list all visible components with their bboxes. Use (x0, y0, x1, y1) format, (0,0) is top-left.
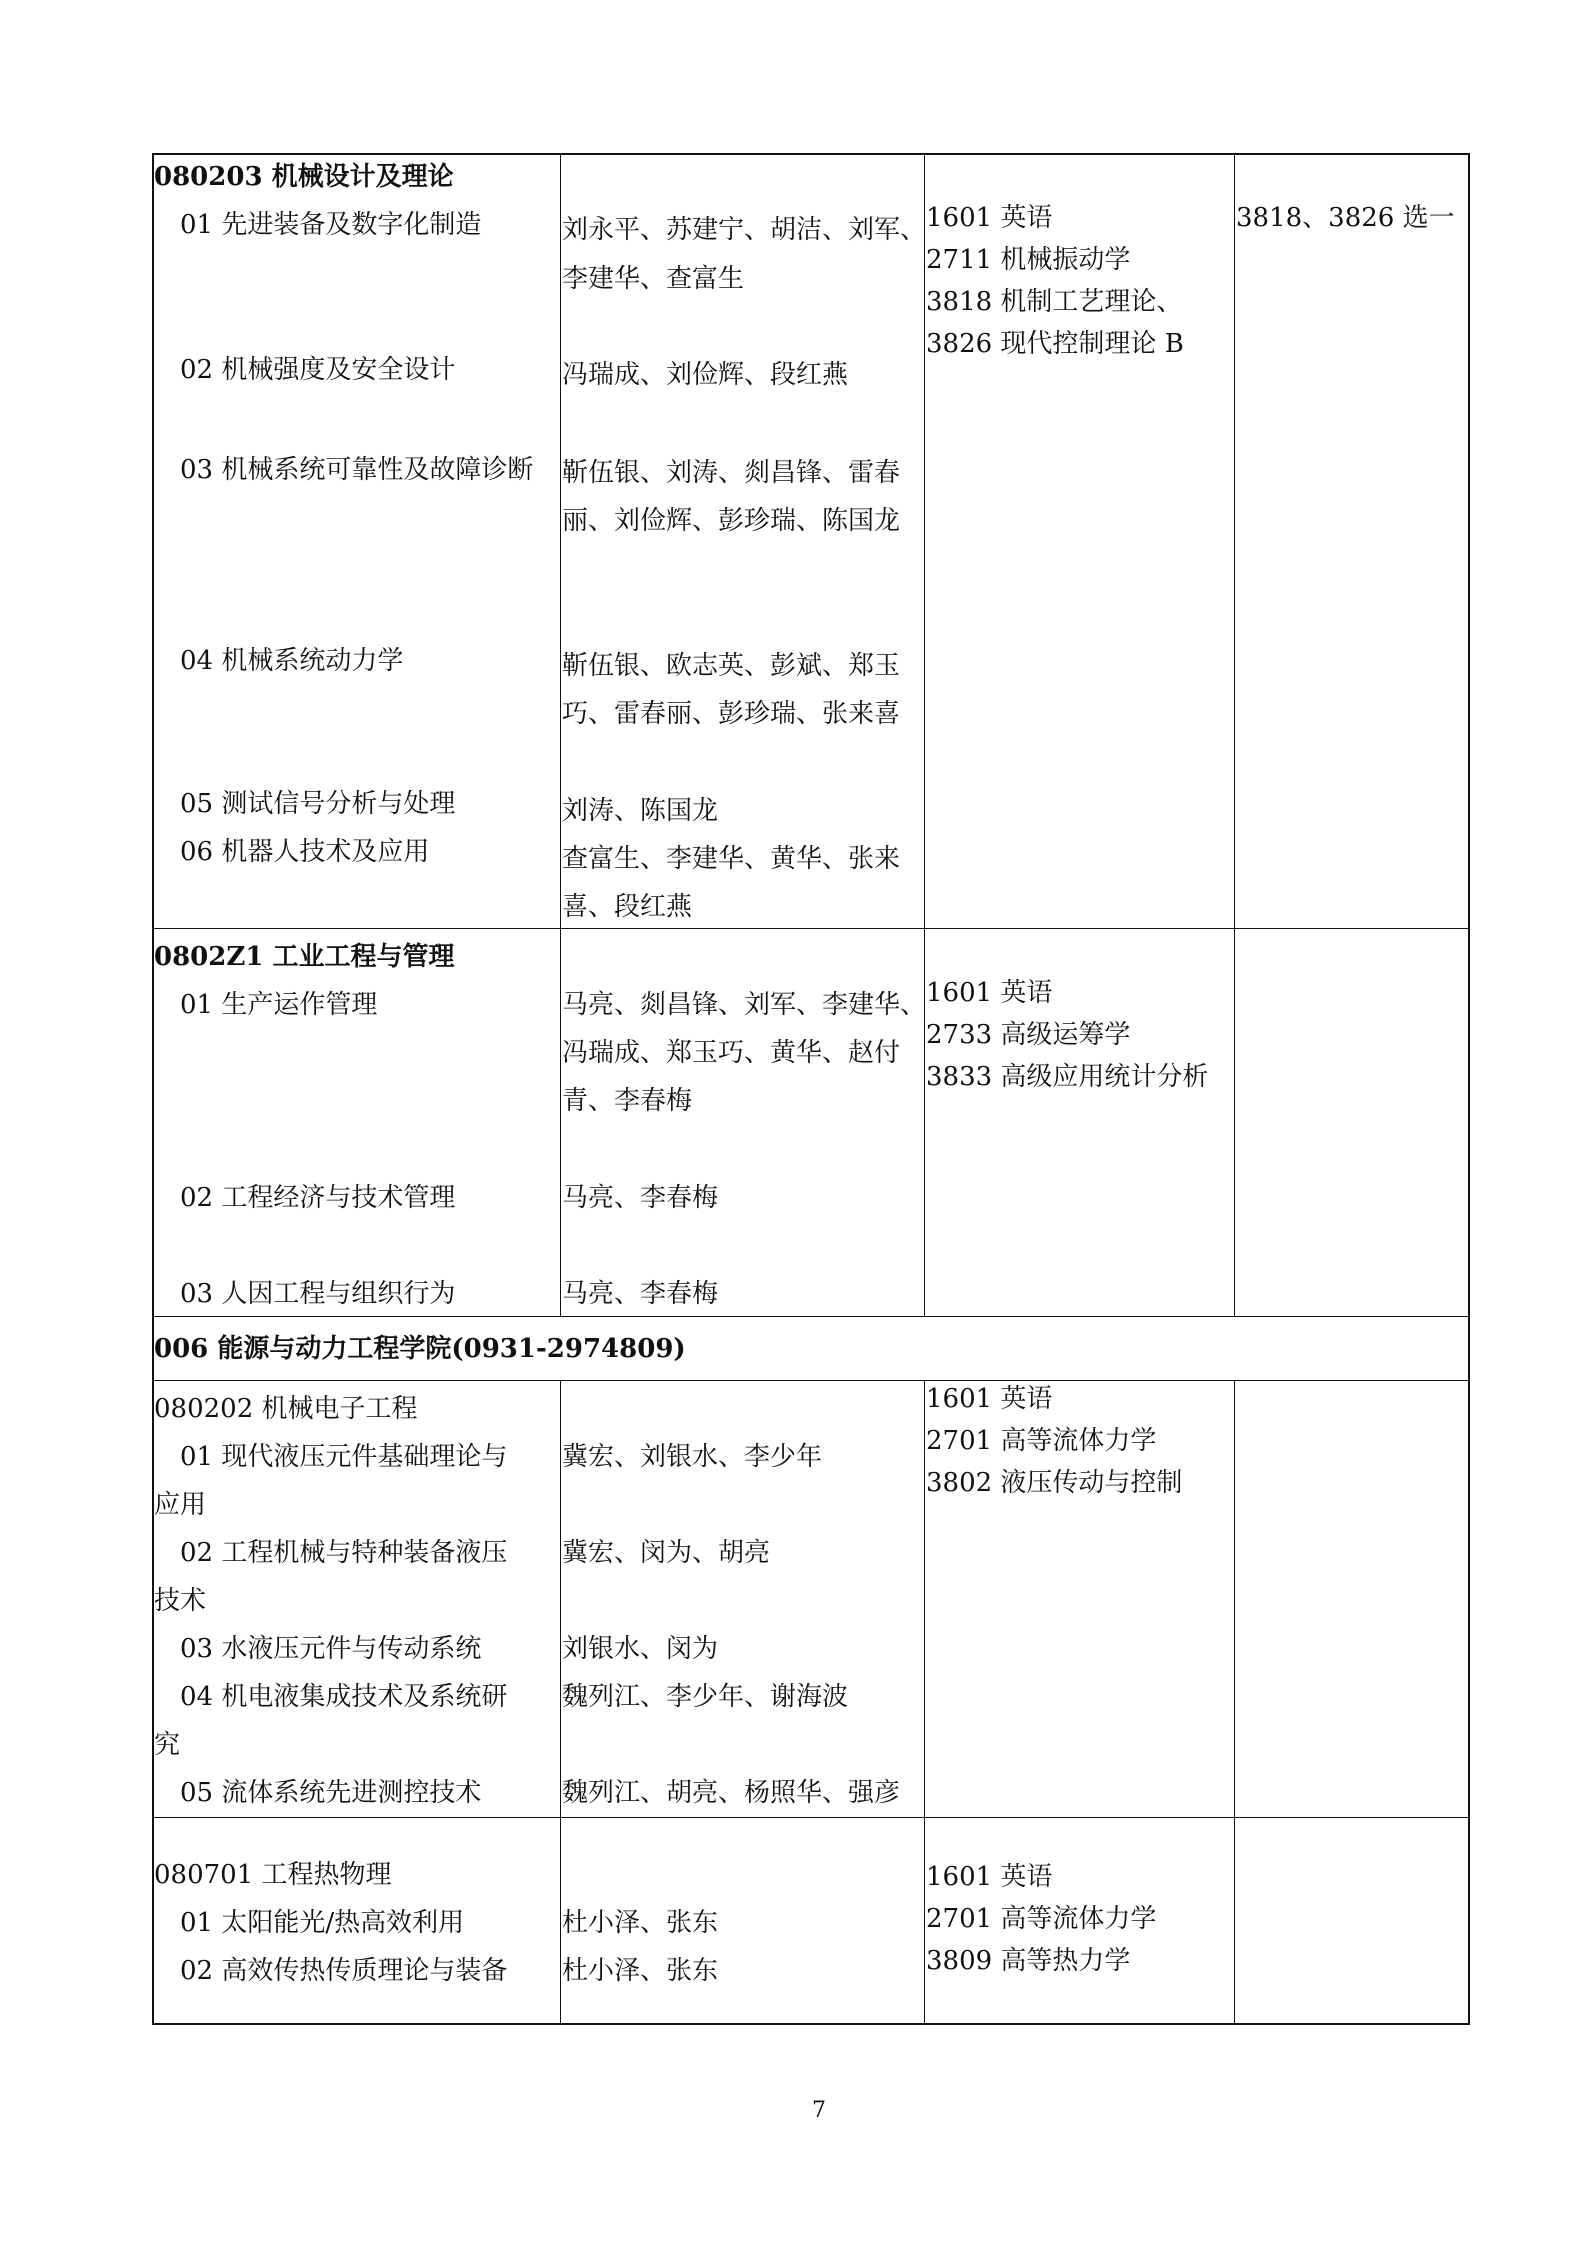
advisors: 喜、段红燕 (562, 892, 693, 922)
exam-subject: 3802 液压传动与控制 (926, 1468, 1183, 1498)
direction-name: 03 机械系统可靠性及故障诊断 (180, 455, 534, 485)
exam-subject: 2711 机械振动学 (926, 245, 1131, 275)
col-divider-1 (560, 153, 561, 1316)
advisors: 冯瑞成、郑玉巧、黄华、赵付 (562, 1038, 901, 1068)
direction-name: 04 机械系统动力学 (180, 646, 404, 676)
advisors: 冀宏、闵为、胡亮 (562, 1538, 771, 1568)
advisors: 杜小泽、张东 (562, 1956, 719, 1986)
exam-subject: 3833 高级应用统计分析 (926, 1062, 1209, 1092)
direction-name: 技术 (154, 1586, 207, 1616)
direction-name: 05 流体系统先进测控技术 (180, 1778, 482, 1808)
advisors: 冀宏、刘银水、李少年 (562, 1442, 823, 1472)
advisors: 刘永平、苏建宁、胡洁、刘军、 (562, 215, 927, 245)
direction-name: 06 机器人技术及应用 (180, 837, 430, 867)
advisors: 李建华、查富生 (562, 264, 745, 294)
advisors: 靳伍银、刘涛、剡昌锋、雷春 (562, 458, 901, 488)
direction-name: 应用 (154, 1490, 207, 1520)
direction-name: 03 人因工程与组织行为 (180, 1279, 456, 1309)
advisors: 巧、雷春丽、彭珍瑞、张来喜 (562, 699, 901, 729)
advisors: 刘涛、陈国龙 (562, 796, 719, 826)
exam-subject: 2701 高等流体力学 (926, 1904, 1157, 1934)
direction-name: 究 (154, 1730, 181, 1760)
col-divider-2 (924, 153, 925, 1316)
advisors: 杜小泽、张东 (562, 1908, 719, 1938)
advisors: 青、李春梅 (562, 1086, 693, 1116)
direction-name: 03 水液压元件与传动系统 (180, 1634, 482, 1664)
school-header: 006 能源与动力工程学院(0931-2974809) (154, 1334, 686, 1364)
advisors: 马亮、李春梅 (562, 1279, 719, 1309)
major-title: 080203 机械设计及理论 (154, 162, 454, 192)
table-frame (152, 153, 1470, 2025)
direction-name: 02 工程经济与技术管理 (180, 1183, 456, 1213)
row-divider-4 (152, 1817, 1470, 1818)
advisors: 魏列江、胡亮、杨照华、强彦 (562, 1778, 901, 1808)
col-divider-3 (1234, 153, 1235, 1316)
exam-subject: 3826 现代控制理论 B (926, 329, 1184, 359)
exam-subject: 2701 高等流体力学 (926, 1426, 1157, 1456)
direction-name: 01 先进装备及数字化制造 (180, 210, 482, 240)
remark: 3818、3826 选一 (1236, 203, 1455, 233)
direction-name: 01 太阳能光/热高效利用 (180, 1908, 465, 1938)
exam-subject: 2733 高级运筹学 (926, 1020, 1131, 1050)
major-title: 080701 工程热物理 (154, 1860, 392, 1890)
direction-name: 04 机电液集成技术及系统研 (180, 1682, 508, 1712)
direction-name: 02 高效传热传质理论与装备 (180, 1956, 508, 1986)
exam-subject: 1601 英语 (926, 978, 1053, 1008)
direction-name: 02 机械强度及安全设计 (180, 355, 456, 385)
page-number: 7 (812, 2098, 826, 2123)
col-divider-1b (560, 1380, 561, 2025)
col-divider-2b (924, 1380, 925, 2025)
advisors: 靳伍银、欧志英、彭斌、郑玉 (562, 651, 901, 681)
advisors: 查富生、李建华、黄华、张来 (562, 844, 901, 874)
col-divider-3b (1234, 1380, 1235, 2025)
major-title: 0802Z1 工业工程与管理 (154, 942, 455, 972)
major-title: 080202 机械电子工程 (154, 1394, 418, 1424)
row-divider-1 (152, 928, 1470, 929)
direction-name: 01 生产运作管理 (180, 990, 378, 1020)
exam-subject: 3809 高等热力学 (926, 1946, 1131, 1976)
advisors: 马亮、李春梅 (562, 1183, 719, 1213)
advisors: 刘银水、闵为 (562, 1634, 719, 1664)
advisors: 魏列江、李少年、谢海波 (562, 1682, 849, 1712)
direction-name: 05 测试信号分析与处理 (180, 789, 456, 819)
direction-name: 02 工程机械与特种装备液压 (180, 1538, 508, 1568)
advisors: 冯瑞成、刘俭辉、段红燕 (562, 360, 849, 390)
advisors: 马亮、剡昌锋、刘军、李建华、 (562, 990, 927, 1020)
exam-subject: 1601 英语 (926, 1862, 1053, 1892)
exam-subject: 1601 英语 (926, 1384, 1053, 1414)
row-divider-3 (152, 1380, 1470, 1381)
advisors: 丽、刘俭辉、彭珍瑞、陈国龙 (562, 506, 901, 536)
direction-name: 01 现代液压元件基础理论与 (180, 1442, 508, 1472)
exam-subject: 3818 机制工艺理论、 (926, 287, 1183, 317)
exam-subject: 1601 英语 (926, 203, 1053, 233)
row-divider-2 (152, 1316, 1470, 1317)
